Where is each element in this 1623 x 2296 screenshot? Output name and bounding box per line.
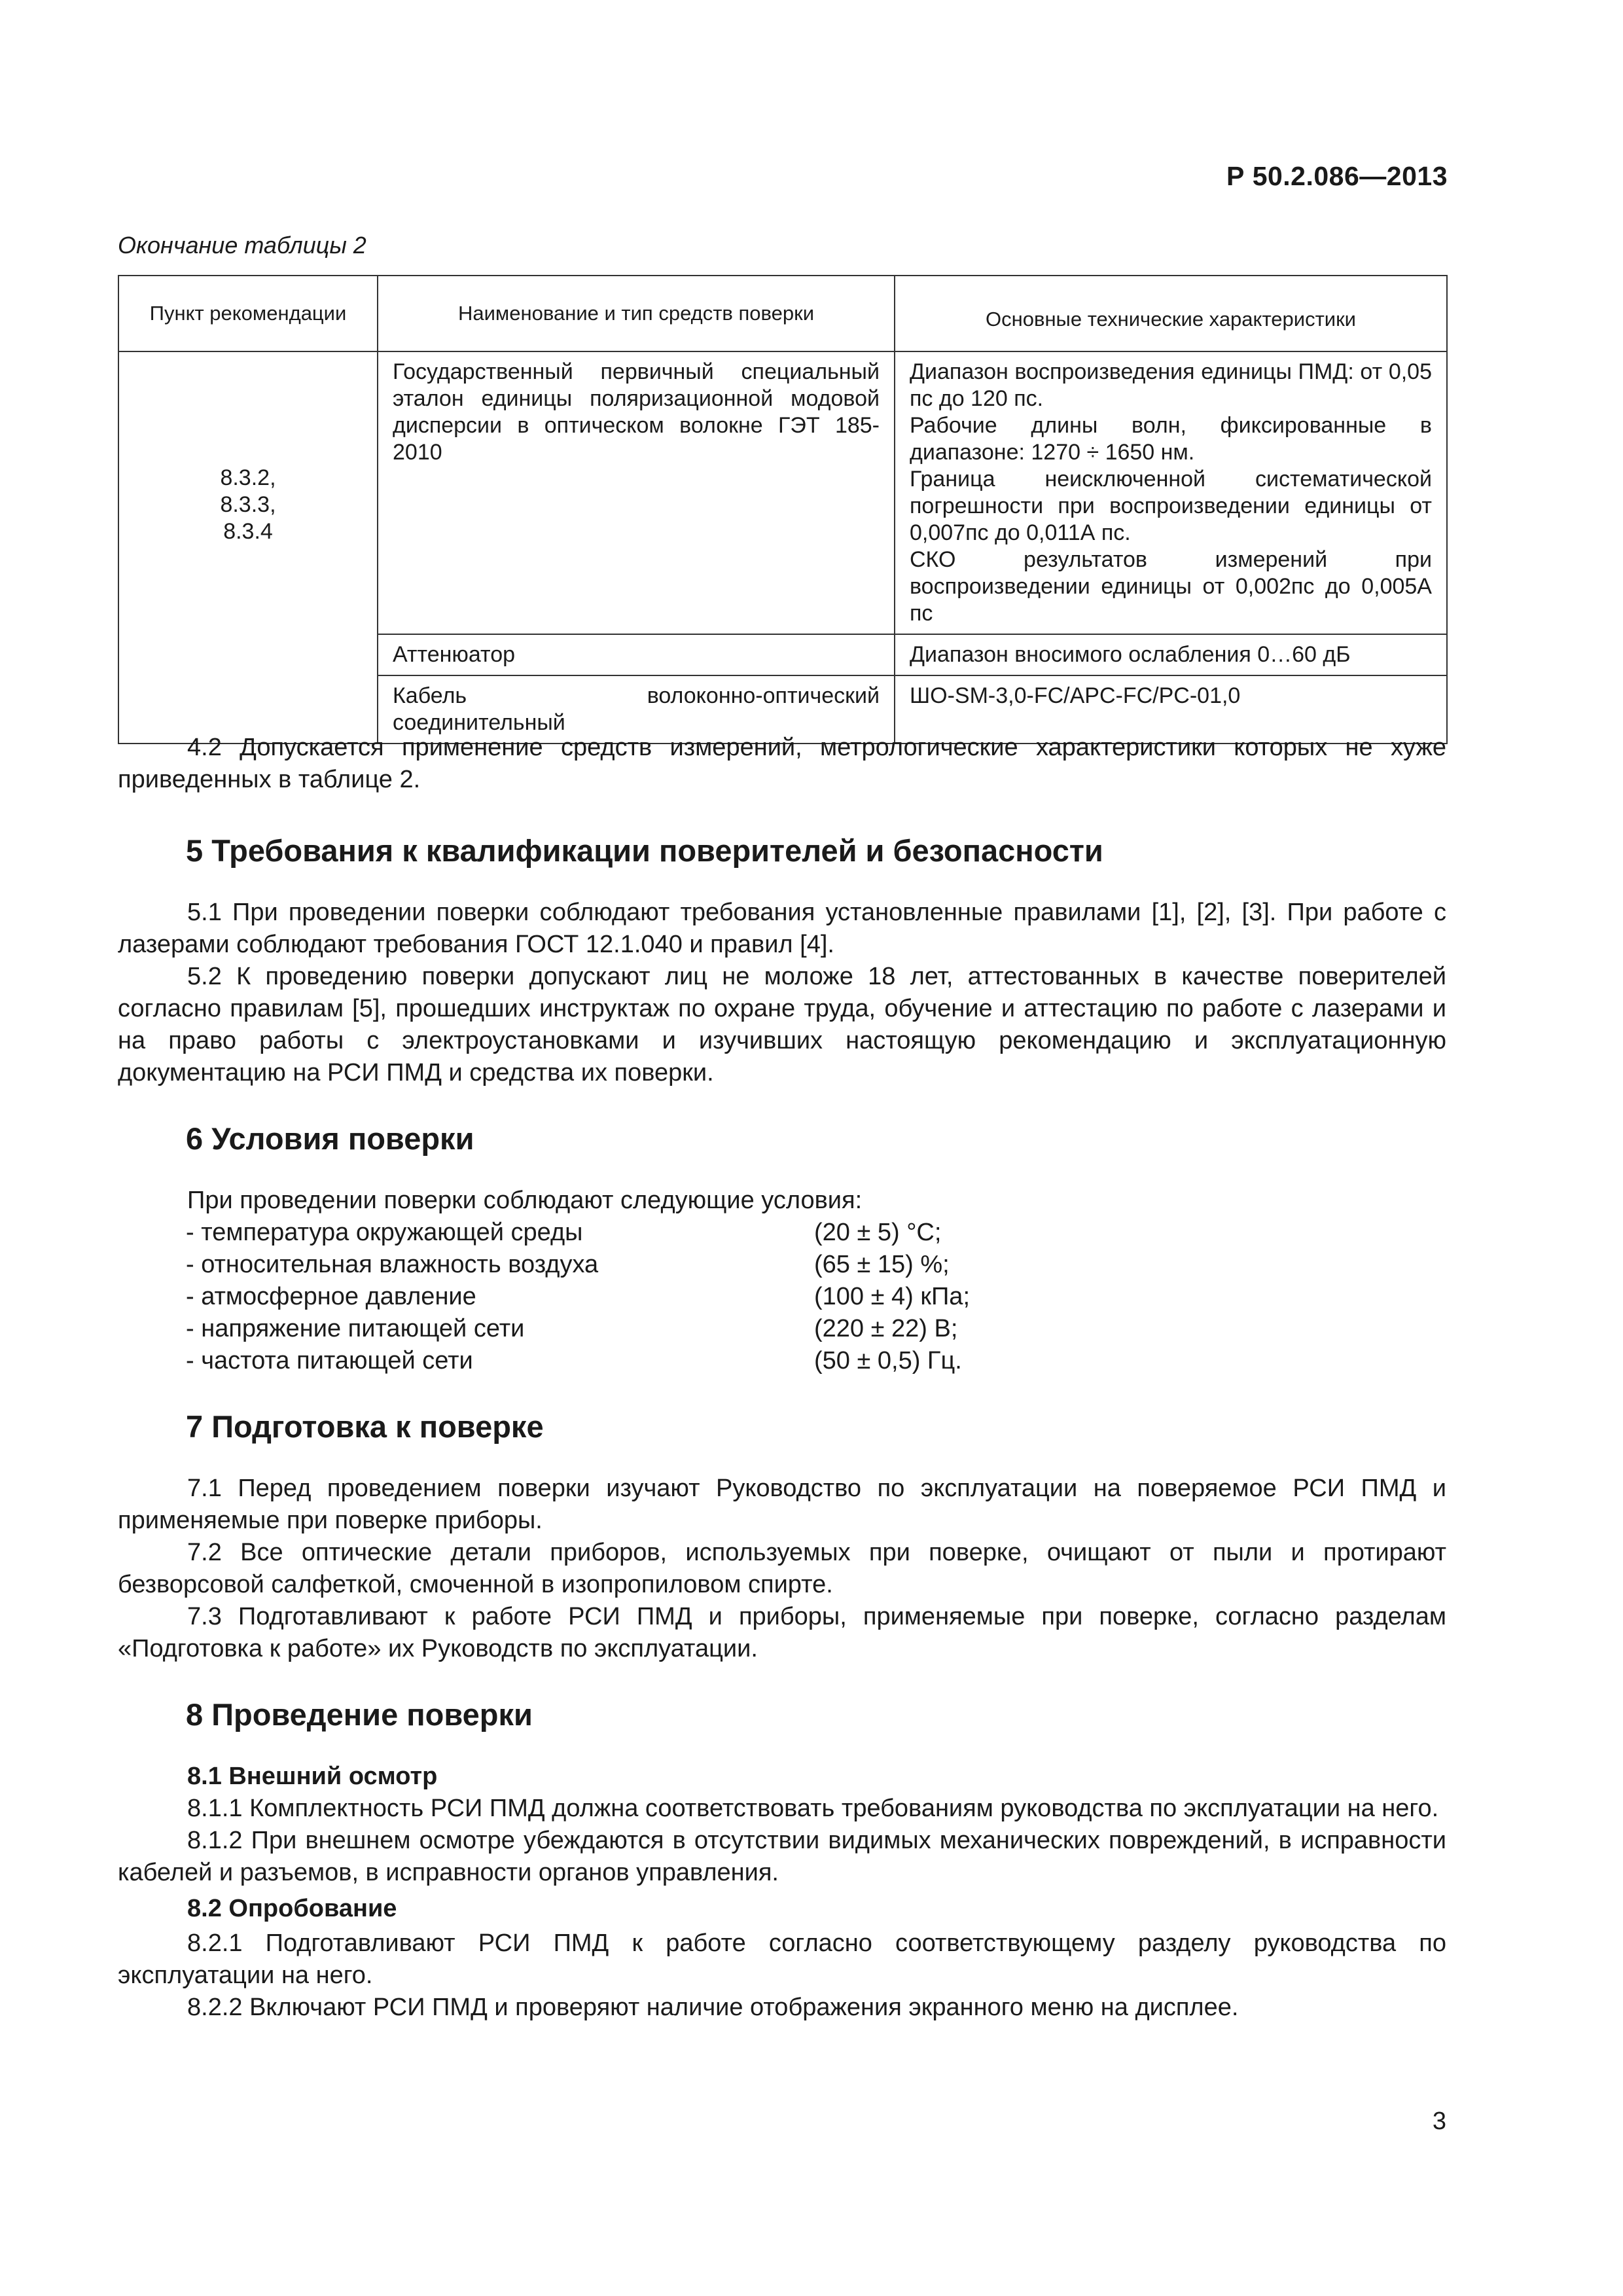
section-6-intro: При проведении поверки соблюдают следующие условия:: [187, 1187, 863, 1214]
section-8-body: [118, 1761, 1446, 2024]
paragraph-4-2: 4.2 Допускается применение средств измерений, метрологические характеристики которых не хуже приведенных в таблице 2.: [118, 734, 1446, 793]
condition-name: - атмосферное давление: [186, 1283, 476, 1310]
condition-value: (20 ± 5) °С;: [814, 1219, 942, 1246]
paragraph-8-2-2: 8.2.2 Включают РСИ ПМД и проверяют наличие отображения экранного меню на дисплее.: [187, 1994, 1239, 2021]
list-item: [186, 1345, 970, 1377]
paragraph-4-2-block: [118, 732, 1446, 796]
table-row: [118, 351, 1447, 634]
list-item: [186, 1313, 970, 1345]
paragraph-8-2-1: 8.2.1 Подготавливают РСИ ПМД к работе согласно соответствующему разделу руководства по эксплуатации на него.: [118, 1929, 1446, 1989]
section-7-body: [118, 1473, 1446, 1665]
table-cell-characteristics: Диапазон воспроизведения единицы ПМД: от 0,05 пс до 120 пс. Рабочие длины волн, фиксированные в диапазоне: 1270 ÷ 1650 нм. Граница неисключенной систематической погрешности при воспроизведении единицы от 0,007пс до 0,011А пс. СКО результатов измерений при воспроизведении единицы от 0,002пс до 0,005А пс: [895, 351, 1447, 634]
page-number: 3: [1432, 2108, 1446, 2135]
section-8-title: 8 Проведение поверки: [186, 1697, 533, 1732]
condition-value: (100 ± 4) кПа;: [814, 1283, 971, 1310]
column-header-name: Наименование и тип средств поверки: [378, 276, 895, 351]
subsection-8-2-title: 8.2 Опробование: [187, 1895, 397, 1922]
table-cell-characteristics: Диапазон вносимого ослабления 0…60 дБ: [895, 634, 1447, 675]
condition-name: - напряжение питающей сети: [186, 1315, 525, 1342]
condition-value: (220 ± 22) В;: [814, 1315, 958, 1342]
conditions-list: [186, 1217, 970, 1377]
paragraph-5-1: 5.1 При проведении поверки соблюдают требования установленные правилами [1], [2], [3]. При работе с лазерами соблюдают требования ГОСТ 12.1.040 и правил [4].: [118, 899, 1446, 958]
paragraph-8-1-1: 8.1.1 Комплектность РСИ ПМД должна соответствовать требованиям руководства по эксплуатации на него.: [187, 1795, 1439, 1822]
section-7-title: 7 Подготовка к поверке: [186, 1409, 544, 1444]
section-5-title: 5 Требования к квалификации поверителей и безопасности: [186, 833, 1103, 868]
paragraph-5-2: 5.2 К проведению поверки допускают лиц не моложе 18 лет, аттестованных в качестве поверителей согласно правилам [5], прошедших инструктаж по охране труда, обучение и аттестацию по работе с лазерами и на право работы с электроустановками и изучивших настоящую рекомендацию и эксплуатационную документацию на РСИ ПМД и средства их поверки.: [118, 963, 1446, 1086]
paragraph-7-1: 7.1 Перед проведением поверки изучают Руководство по эксплуатации на поверяемое РСИ ПМД и применяемые при поверке приборы.: [118, 1475, 1446, 1534]
section-5-body: [118, 897, 1446, 1089]
table-cell-characteristics: ШО-SM-3,0-FC/APC-FC/PC-01,0: [895, 675, 1447, 744]
table-cell-name: Кабель волоконно-оптический соединительный: [378, 675, 895, 744]
condition-name: - относительная влажность воздуха: [186, 1251, 599, 1278]
table-cell-name: Государственный первичный специальный эталон единицы поляризационной модовой дисперсии в оптическом волокне ГЭТ 185-2010: [378, 351, 895, 634]
table-cell-name: Аттенюатор: [378, 634, 895, 675]
list-item: [186, 1249, 970, 1281]
recommendation-points-cell: 8.3.2, 8.3.3, 8.3.4: [118, 351, 378, 744]
condition-value: (65 ± 15) %;: [814, 1251, 950, 1278]
condition-name: - температура окружающей среды: [186, 1219, 583, 1246]
paragraph-7-3: 7.3 Подготавливают к работе РСИ ПМД и приборы, применяемые при поверке, согласно разделам «Подготовка к работе» их Руководств по эксплуатации.: [118, 1603, 1446, 1662]
condition-name: - частота питающей сети: [186, 1347, 473, 1374]
condition-value: (50 ± 0,5) Гц.: [814, 1347, 962, 1374]
list-item: [186, 1217, 970, 1249]
table-header-row: [118, 276, 1447, 351]
section-6-intro-block: [118, 1185, 1446, 1217]
verification-means-table: [118, 275, 1448, 744]
paragraph-7-2: 7.2 Все оптические детали приборов, используемых при поверке, очищают от пыли и протирают безворсовой салфеткой, смоченной в изопропиловом спирте.: [118, 1539, 1446, 1598]
table-caption: Окончание таблицы 2: [118, 232, 366, 259]
paragraph-8-1-2: 8.1.2 При внешнем осмотре убеждаются в отсутствии видимых механических повреждений, в исправности кабелей и разъемов, в исправности органов управления.: [118, 1827, 1446, 1886]
document-code: Р 50.2.086—2013: [1226, 161, 1448, 191]
subsection-8-1-title: 8.1 Внешний осмотр: [187, 1763, 438, 1790]
section-6-title: 6 Условия поверки: [186, 1121, 474, 1156]
column-header-point: Пункт рекомендации: [118, 276, 378, 351]
column-header-characteristics: Основные технические характеристики: [895, 276, 1447, 351]
list-item: [186, 1281, 970, 1313]
